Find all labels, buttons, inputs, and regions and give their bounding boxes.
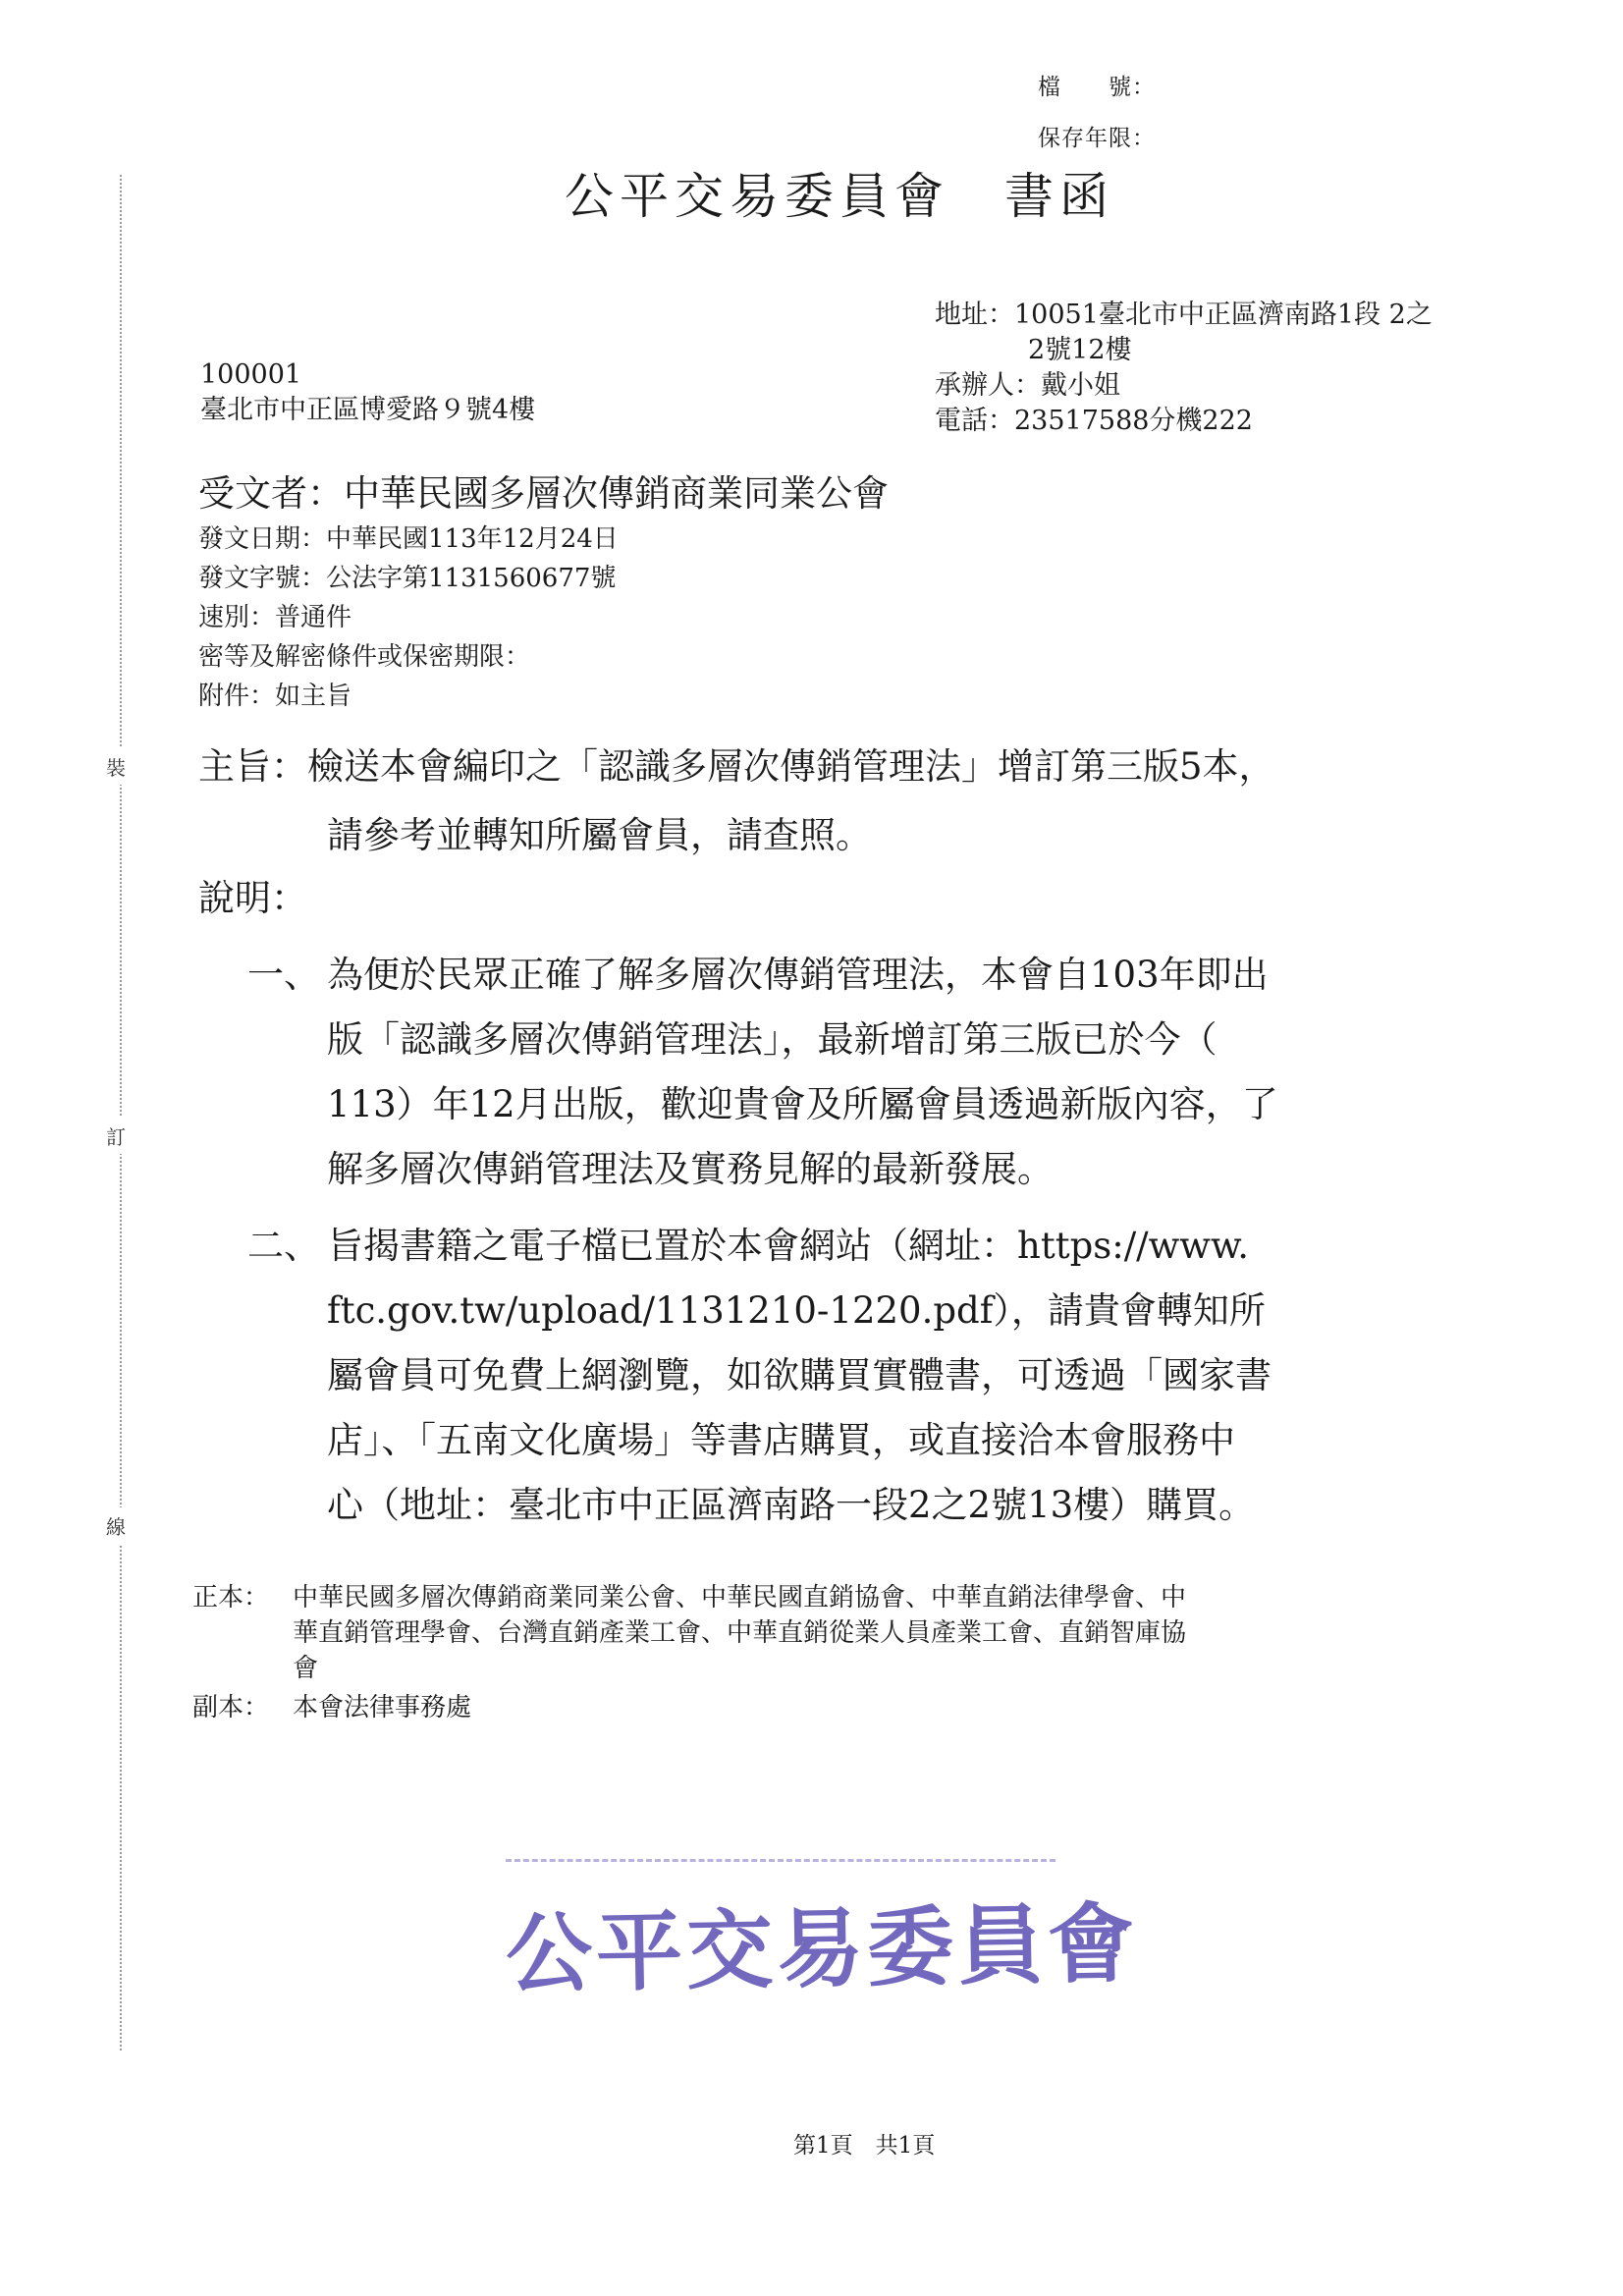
item-1-line-4: 解多層次傳銷管理法及實務見解的最新發展。 xyxy=(327,1148,1054,1190)
sender-info xyxy=(935,298,1433,439)
sender-phone: 電話：23517588分機222 xyxy=(935,406,1253,436)
subject-line-2: 請參考並轉知所屬會員，請查照。 xyxy=(327,814,872,856)
copy-recipients-label: 副本： xyxy=(192,1693,270,1722)
postal-code: 100001 xyxy=(200,359,302,390)
original-recipients-line-3: 會 xyxy=(293,1654,319,1683)
receiver-line: 受文者：中華民國多層次傳銷商業同業公會 xyxy=(198,472,889,515)
sender-address-cont: 2號12樓 xyxy=(1028,335,1132,365)
original-recipients-line-2: 華直銷管理學會、台灣直銷產業工會、中華直銷從業人員產業工會、直銷智庫協 xyxy=(293,1618,1187,1648)
recipient-address xyxy=(200,357,535,428)
page-footer: 第1頁 共1頁 xyxy=(793,2133,936,2159)
original-recipients-line-1: 中華民國多層次傳銷商業同業公會、中華民國直銷協會、中華直銷法律學會、中 xyxy=(293,1583,1187,1613)
binding-mark-ding: 訂 xyxy=(106,1118,126,1154)
item-1-marker: 一、 xyxy=(247,954,320,996)
binding-mark-zhuang: 裝 xyxy=(106,748,126,785)
original-recipients-label: 正本： xyxy=(192,1583,270,1613)
document-number: 發文字號：公法字第1131560677號 xyxy=(198,564,617,593)
seal-dashed-line xyxy=(506,1859,1055,1862)
official-seal: 公平交易委員會 xyxy=(505,1891,1139,2005)
recipient-street: 臺北市中正區博愛路９號4樓 xyxy=(200,395,536,425)
binding-dotted-line xyxy=(120,175,122,2050)
binding-mark-xian: 線 xyxy=(106,1507,126,1544)
item-1-line-1: 為便於民眾正確了解多層次傳銷管理法，本會自103年即出 xyxy=(327,954,1269,996)
explanation-label: 說明： xyxy=(198,877,307,919)
delivery-speed: 速別：普通件 xyxy=(198,603,352,632)
sender-contact: 承辦人：戴小姐 xyxy=(935,370,1120,401)
subject-line-1: 主旨：檢送本會編印之「認識多層次傳銷管理法」增訂第三版5本， xyxy=(198,745,1275,788)
item-2-marker: 二、 xyxy=(247,1225,320,1267)
issue-date: 發文日期：中華民國113年12月24日 xyxy=(198,524,619,554)
item-2-line-2: ftc.gov.tw/upload/1131210-1220.pdf），請貴會轉知所 xyxy=(327,1289,1266,1332)
item-1-line-3: 113）年12月出版，歡迎貴會及所屬會員透過新版內容，了 xyxy=(327,1083,1278,1125)
item-2-line-3: 屬會員可免費上網瀏覽，如欲購買實體書，可透過「國家書 xyxy=(327,1354,1271,1396)
file-number-label: 檔 號： xyxy=(1038,75,1156,100)
page-title: 公平交易委員會 書函 xyxy=(565,168,1114,225)
item-2-line-4: 店」、「五南文化廣場」等書店購買，或直接洽本會服務中 xyxy=(327,1419,1235,1461)
sender-address: 地址：10051臺北市中正區濟南路1段 2之 xyxy=(935,300,1433,330)
retention-period-label: 保存年限： xyxy=(1038,126,1156,151)
attachment: 附件：如主旨 xyxy=(198,682,352,711)
security-level: 密等及解密條件或保密期限： xyxy=(198,642,531,672)
copy-recipients: 本會法律事務處 xyxy=(293,1693,472,1722)
item-1-line-2: 版「認識多層次傳銷管理法」，最新增訂第三版已於今（ xyxy=(327,1018,1217,1061)
item-2-line-5: 心（地址：臺北市中正區濟南路一段2之2號13樓）購買。 xyxy=(327,1484,1256,1526)
item-2-line-1: 旨揭書籍之電子檔已置於本會網站（網址：https://www. xyxy=(327,1225,1250,1267)
